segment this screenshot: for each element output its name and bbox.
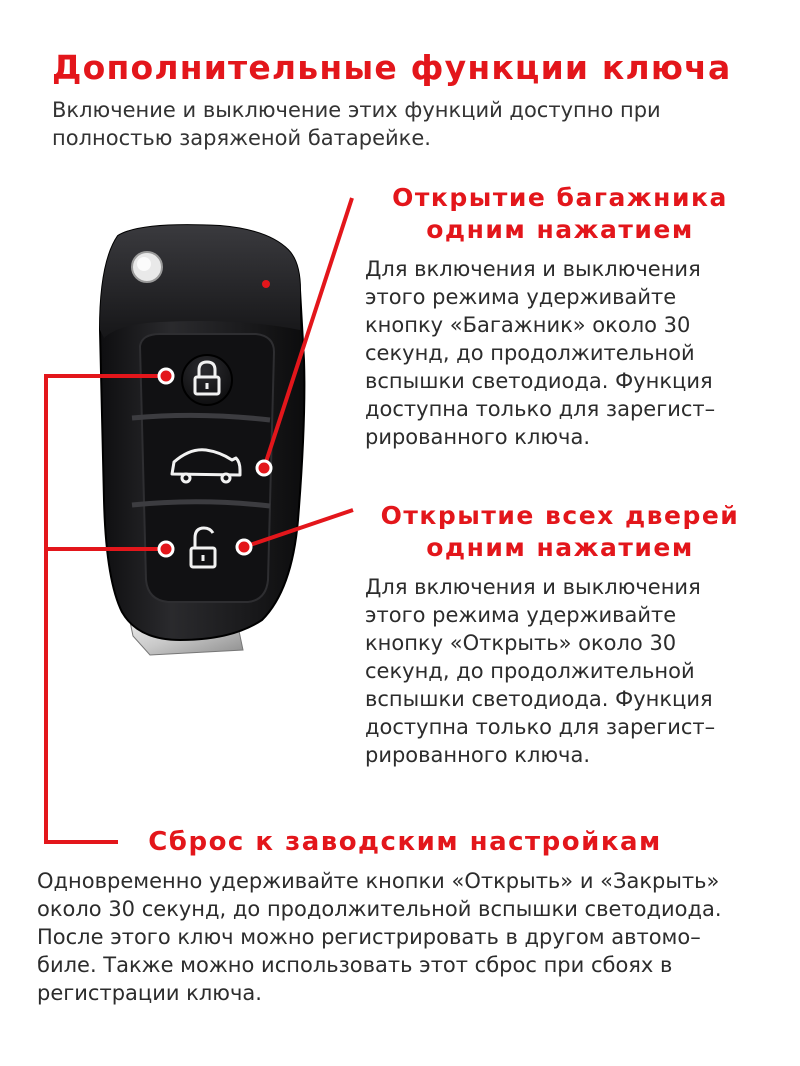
led-indicator: [262, 280, 270, 288]
doors-heading: [360, 500, 760, 564]
doors-heading-line1: Открытие всех дверей: [380, 501, 740, 530]
reset-heading: Сброс к заводским настройкам: [148, 827, 662, 857]
trunk-description: Для включения и выключения этого режима удерживайте кнопку «Багажник» около 30 секунд, до продолжительной вспышки светодиода. Функция доступна только для зарегист– рированного ключа.: [365, 257, 716, 449]
page-title: Дополнительные функции ключа: [52, 48, 732, 87]
lock-button[interactable]: [182, 355, 232, 405]
page-subtitle: Включение и выключение этих функций доступно при полностью заряженой батарейке.: [52, 98, 661, 150]
reset-description: Одновременно удерживайте кнопки «Открыть» и «Закрыть» около 30 секунд, до продолжительной вспышки светодиода. После этого ключ можно регистрировать в другом автомо– биле. Также можно использовать этот сброс при сбоях в регистрации ключа.: [37, 869, 722, 1005]
trunk-heading-line2: одним нажатием: [426, 215, 694, 244]
doors-description: Для включения и выключения этого режима удерживайте кнопку «Открыть» около 30 секунд, до продолжительной вспышки светодиода. Функция доступна только для зарегист– рированного ключа.: [365, 575, 716, 767]
trunk-heading-line1: Открытие багажника: [392, 183, 728, 212]
trunk-heading: [360, 182, 760, 246]
trunk-button[interactable]: [150, 440, 262, 495]
doors-heading-line2: одним нажатием: [426, 533, 694, 562]
